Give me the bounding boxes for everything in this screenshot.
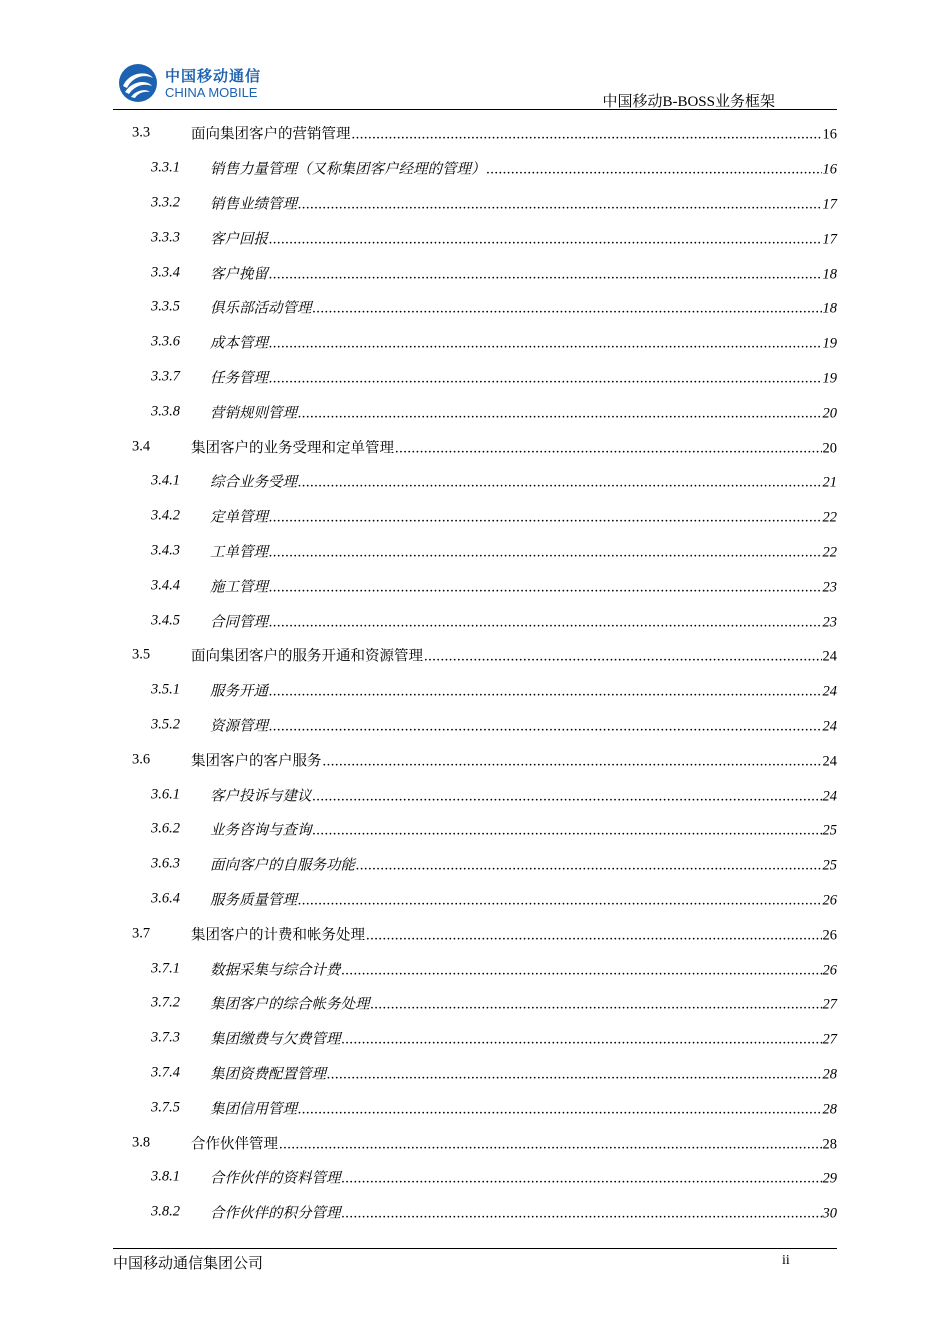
toc-entry-title: 集团资费配置管理 xyxy=(210,1066,326,1083)
toc-entry[interactable] xyxy=(113,464,837,499)
toc-dot-leader xyxy=(487,162,822,179)
document-header-title: 中国移动B-BOSS业务框架 xyxy=(602,94,775,110)
china-mobile-logo-icon xyxy=(117,62,159,104)
toc-entry[interactable] xyxy=(113,638,837,673)
toc-entry-link[interactable] xyxy=(210,297,837,318)
toc-entry-title: 综合业务受理 xyxy=(210,474,297,491)
toc-entry[interactable] xyxy=(113,151,837,186)
toc-entry-link[interactable] xyxy=(210,784,837,805)
toc-entry-title: 集团客户的综合帐务处理 xyxy=(210,996,370,1013)
toc-entry[interactable] xyxy=(113,360,837,395)
toc-entry-link[interactable] xyxy=(210,401,837,422)
toc-entry-link[interactable] xyxy=(210,471,837,492)
toc-entry-link[interactable] xyxy=(210,1062,837,1083)
toc-entry-page: 24 xyxy=(822,788,837,805)
toc-entry-number: 3.5 xyxy=(132,646,151,663)
toc-entry-number: 3.4.3 xyxy=(151,542,180,559)
toc-entry-title: 面向集团客户的营销管理 xyxy=(191,126,351,143)
toc-entry[interactable] xyxy=(113,255,837,290)
toc-entry-number: 3.7 xyxy=(132,925,151,942)
toc-entry[interactable] xyxy=(113,568,837,603)
toc-entry-link[interactable] xyxy=(210,888,837,909)
toc-entry-link[interactable] xyxy=(210,680,837,701)
toc-entry[interactable] xyxy=(113,186,837,221)
toc-entry-number: 3.6.1 xyxy=(151,786,180,803)
toc-entry-link[interactable] xyxy=(210,1202,837,1223)
toc-entry-number: 3.6.4 xyxy=(151,890,180,907)
toc-entry[interactable] xyxy=(113,673,837,708)
toc-dot-leader xyxy=(269,544,822,561)
toc-entry-title: 客户挽留 xyxy=(210,266,268,283)
toc-entry-page: 21 xyxy=(822,474,837,491)
toc-entry-link[interactable] xyxy=(210,192,837,213)
toc-entry-number: 3.4 xyxy=(132,438,151,455)
toc-entry-number: 3.4.1 xyxy=(151,472,180,489)
toc-entry[interactable] xyxy=(113,847,837,882)
toc-entry-title: 集团客户的客户服务 xyxy=(191,753,322,770)
footer-page-number: ii xyxy=(782,1253,790,1268)
toc-entry-number: 3.6.3 xyxy=(151,855,180,872)
toc-entry-link[interactable] xyxy=(191,749,837,770)
toc-entry-link[interactable] xyxy=(191,923,837,944)
toc-entry-link[interactable] xyxy=(210,366,837,387)
toc-entry-number: 3.4.4 xyxy=(151,577,180,594)
footer-company-name: 中国移动通信集团公司 xyxy=(113,1256,264,1272)
logo-english-text: CHINA MOBILE xyxy=(165,85,258,100)
toc-dot-leader xyxy=(313,788,822,805)
toc-entry-page: 19 xyxy=(822,370,837,387)
toc-entry-link[interactable] xyxy=(210,1167,837,1188)
toc-entry-title: 销售业绩管理 xyxy=(210,196,297,213)
toc-entry-number: 3.7.1 xyxy=(151,960,180,977)
toc-entry-link[interactable] xyxy=(191,1132,837,1153)
toc-entry-number: 3.7.5 xyxy=(151,1099,180,1116)
toc-dot-leader xyxy=(342,1032,822,1049)
toc-entry-page: 17 xyxy=(822,231,837,248)
toc-dot-leader xyxy=(279,1136,822,1153)
toc-entry-link[interactable] xyxy=(210,158,837,179)
toc-dot-leader xyxy=(342,1171,822,1188)
toc-entry-title: 集团缴费与欠费管理 xyxy=(210,1031,341,1048)
toc-entry-page: 24 xyxy=(822,683,837,700)
toc-entry-page: 18 xyxy=(822,266,837,283)
toc-entry-page: 24 xyxy=(822,718,837,735)
toc-dot-leader xyxy=(298,892,822,909)
toc-dot-leader xyxy=(269,336,822,353)
toc-dot-leader xyxy=(313,301,822,318)
toc-entry-title: 合同管理 xyxy=(210,614,268,631)
toc-entry-page: 27 xyxy=(822,1031,837,1048)
toc-entry[interactable] xyxy=(113,429,837,464)
toc-entry-title: 资源管理 xyxy=(210,718,268,735)
toc-entry[interactable] xyxy=(113,1160,837,1195)
toc-entry-title: 合作伙伴的资料管理 xyxy=(210,1170,341,1187)
toc-entry[interactable] xyxy=(113,708,837,743)
toc-entry-page: 27 xyxy=(822,996,837,1013)
toc-entry-title: 营销规则管理 xyxy=(210,405,297,422)
toc-entry-page: 29 xyxy=(822,1170,837,1187)
toc-dot-leader xyxy=(298,475,822,492)
toc-entry-page: 17 xyxy=(822,196,837,213)
toc-entry-page: 23 xyxy=(822,579,837,596)
toc-entry-page: 26 xyxy=(822,962,837,979)
toc-entry-link[interactable] xyxy=(210,506,837,527)
toc-entry-page: 16 xyxy=(822,126,837,143)
toc-entry[interactable] xyxy=(113,882,837,917)
toc-entry[interactable] xyxy=(113,916,837,951)
toc-dot-leader xyxy=(327,1066,822,1083)
toc-entry-page: 26 xyxy=(822,892,837,909)
toc-entry-page: 24 xyxy=(822,753,837,770)
toc-entry-page: 28 xyxy=(822,1136,837,1152)
toc-entry-title: 服务开通 xyxy=(210,683,268,700)
toc-dot-leader xyxy=(269,614,822,631)
toc-entry-link[interactable] xyxy=(210,958,837,979)
toc-entry[interactable] xyxy=(113,777,837,812)
toc-entry-title: 合作伙伴的积分管理 xyxy=(210,1205,341,1222)
toc-entry-page: 19 xyxy=(822,335,837,352)
toc-entry-title: 服务质量管理 xyxy=(210,892,297,909)
toc-entry-link[interactable] xyxy=(210,854,837,875)
toc-entry-link[interactable] xyxy=(210,1028,837,1049)
toc-entry-page: 25 xyxy=(822,822,837,839)
toc-entry-page: 30 xyxy=(822,1205,837,1222)
toc-entry-link[interactable] xyxy=(210,610,837,631)
toc-dot-leader xyxy=(298,1101,822,1118)
toc-entry-title: 面向客户的自服务功能 xyxy=(210,857,355,874)
toc-entry[interactable] xyxy=(113,951,837,986)
toc-entry-page: 25 xyxy=(822,857,837,874)
toc-entry-link[interactable] xyxy=(210,993,837,1014)
toc-entry-link[interactable] xyxy=(210,227,837,248)
toc-entry-title: 客户投诉与建议 xyxy=(210,788,312,805)
toc-dot-leader xyxy=(269,266,822,283)
toc-entry-number: 3.7.3 xyxy=(151,1029,180,1046)
toc-entry-number: 3.4.5 xyxy=(151,612,180,629)
header-divider xyxy=(113,109,837,110)
toc-entry-title: 销售力量管理（又称集团客户经理的管理） xyxy=(210,161,486,178)
toc-entry[interactable] xyxy=(113,1090,837,1125)
toc-entry-number: 3.3 xyxy=(132,124,151,141)
toc-entry-page: 16 xyxy=(822,161,837,178)
toc-entry[interactable] xyxy=(113,325,837,360)
toc-entry-link[interactable] xyxy=(210,575,837,596)
footer-divider xyxy=(113,1248,837,1249)
toc-dot-leader xyxy=(424,649,822,666)
toc-entry-title: 合作伙伴管理 xyxy=(191,1136,278,1152)
toc-entry-number: 3.8.1 xyxy=(151,1168,180,1185)
toc-entry-link[interactable] xyxy=(210,332,837,353)
toc-entry-title: 数据采集与综合计费 xyxy=(210,962,341,979)
toc-dot-leader xyxy=(269,684,822,701)
toc-entry-page: 22 xyxy=(822,544,837,561)
toc-entry-number: 3.8.2 xyxy=(151,1203,180,1220)
logo-chinese-text: 中国移动通信 xyxy=(165,67,262,85)
toc-entry-page: 28 xyxy=(822,1101,837,1118)
toc-entry[interactable] xyxy=(113,220,837,255)
toc-entry-link[interactable] xyxy=(191,123,837,144)
toc-dot-leader xyxy=(395,440,822,457)
toc-entry[interactable] xyxy=(113,812,837,847)
toc-entry-number: 3.6 xyxy=(132,751,151,768)
toc-entry-number: 3.3.7 xyxy=(151,368,180,385)
toc-entry-number: 3.3.8 xyxy=(151,403,180,420)
toc-entry-page: 24 xyxy=(822,648,837,665)
toc-dot-leader xyxy=(342,962,822,979)
toc-entry-number: 3.4.2 xyxy=(151,507,180,524)
toc-entry-page: 22 xyxy=(822,509,837,526)
toc-dot-leader xyxy=(371,997,822,1014)
toc-entry-page: 20 xyxy=(822,405,837,422)
toc-entry-number: 3.3.2 xyxy=(151,194,180,211)
toc-entry-number: 3.7.4 xyxy=(151,1064,180,1081)
toc-entry-number: 3.7.2 xyxy=(151,994,180,1011)
toc-dot-leader xyxy=(269,231,822,248)
toc-dot-leader xyxy=(352,127,822,144)
toc-entry[interactable] xyxy=(113,290,837,325)
toc-dot-leader xyxy=(269,370,822,387)
toc-dot-leader xyxy=(313,823,822,840)
toc-entry[interactable] xyxy=(113,742,837,777)
toc-entry-number: 3.6.2 xyxy=(151,820,180,837)
toc-dot-leader xyxy=(298,405,822,422)
toc-entry-title: 工单管理 xyxy=(210,544,268,561)
toc-dot-leader xyxy=(366,927,822,944)
toc-entry[interactable] xyxy=(113,394,837,429)
toc-entry[interactable] xyxy=(113,986,837,1021)
toc-entry-title: 业务咨询与查询 xyxy=(210,822,312,839)
toc-dot-leader xyxy=(298,196,822,213)
toc-dot-leader xyxy=(269,579,822,596)
toc-entry-title: 成本管理 xyxy=(210,335,268,352)
toc-entry-link[interactable] xyxy=(191,645,837,666)
toc-entry-title: 集团信用管理 xyxy=(210,1101,297,1118)
toc-entry-title: 客户回报 xyxy=(210,231,268,248)
toc-dot-leader xyxy=(342,1206,822,1223)
toc-entry-number: 3.3.6 xyxy=(151,333,180,350)
toc-entry-link[interactable] xyxy=(210,1097,837,1118)
toc-entry-number: 3.3.1 xyxy=(151,159,180,176)
toc-entry[interactable] xyxy=(113,499,837,534)
toc-entry[interactable] xyxy=(113,116,837,151)
toc-entry-title: 集团客户的业务受理和定单管理 xyxy=(191,440,394,457)
toc-entry-link[interactable] xyxy=(191,436,837,457)
toc-entry-number: 3.3.5 xyxy=(151,298,180,315)
toc-entry-title: 集团客户的计费和帐务处理 xyxy=(191,927,365,944)
table-of-contents xyxy=(113,116,837,1230)
toc-entry-title: 面向集团客户的服务开通和资源管理 xyxy=(191,648,423,665)
toc-entry-link[interactable] xyxy=(210,540,837,561)
toc-entry[interactable] xyxy=(113,1195,837,1230)
toc-entry-page: 23 xyxy=(822,614,837,631)
toc-entry[interactable] xyxy=(113,603,837,638)
toc-entry-number: 3.3.3 xyxy=(151,229,180,246)
toc-entry[interactable] xyxy=(113,1056,837,1091)
china-mobile-logo xyxy=(117,62,277,106)
toc-entry-link[interactable] xyxy=(210,819,837,840)
toc-entry[interactable] xyxy=(113,1125,837,1160)
toc-entry-title: 定单管理 xyxy=(210,509,268,526)
toc-entry-title: 施工管理 xyxy=(210,579,268,596)
toc-dot-leader xyxy=(269,510,822,527)
toc-entry-page: 18 xyxy=(822,300,837,317)
toc-entry-number: 3.5.2 xyxy=(151,716,180,733)
toc-entry-page: 20 xyxy=(822,440,837,457)
toc-entry-number: 3.5.1 xyxy=(151,681,180,698)
toc-entry-title: 任务管理 xyxy=(210,370,268,387)
toc-entry-link[interactable] xyxy=(210,262,837,283)
toc-dot-leader xyxy=(323,753,822,770)
toc-entry-number: 3.3.4 xyxy=(151,264,180,281)
toc-entry[interactable] xyxy=(113,1021,837,1056)
toc-entry[interactable] xyxy=(113,534,837,569)
toc-entry-number: 3.8 xyxy=(132,1134,151,1150)
toc-entry-page: 28 xyxy=(822,1066,837,1083)
toc-entry-link[interactable] xyxy=(210,714,837,735)
toc-dot-leader xyxy=(356,858,822,875)
toc-dot-leader xyxy=(269,718,822,735)
toc-entry-page: 26 xyxy=(822,927,837,944)
toc-entry-title: 俱乐部活动管理 xyxy=(210,300,312,317)
